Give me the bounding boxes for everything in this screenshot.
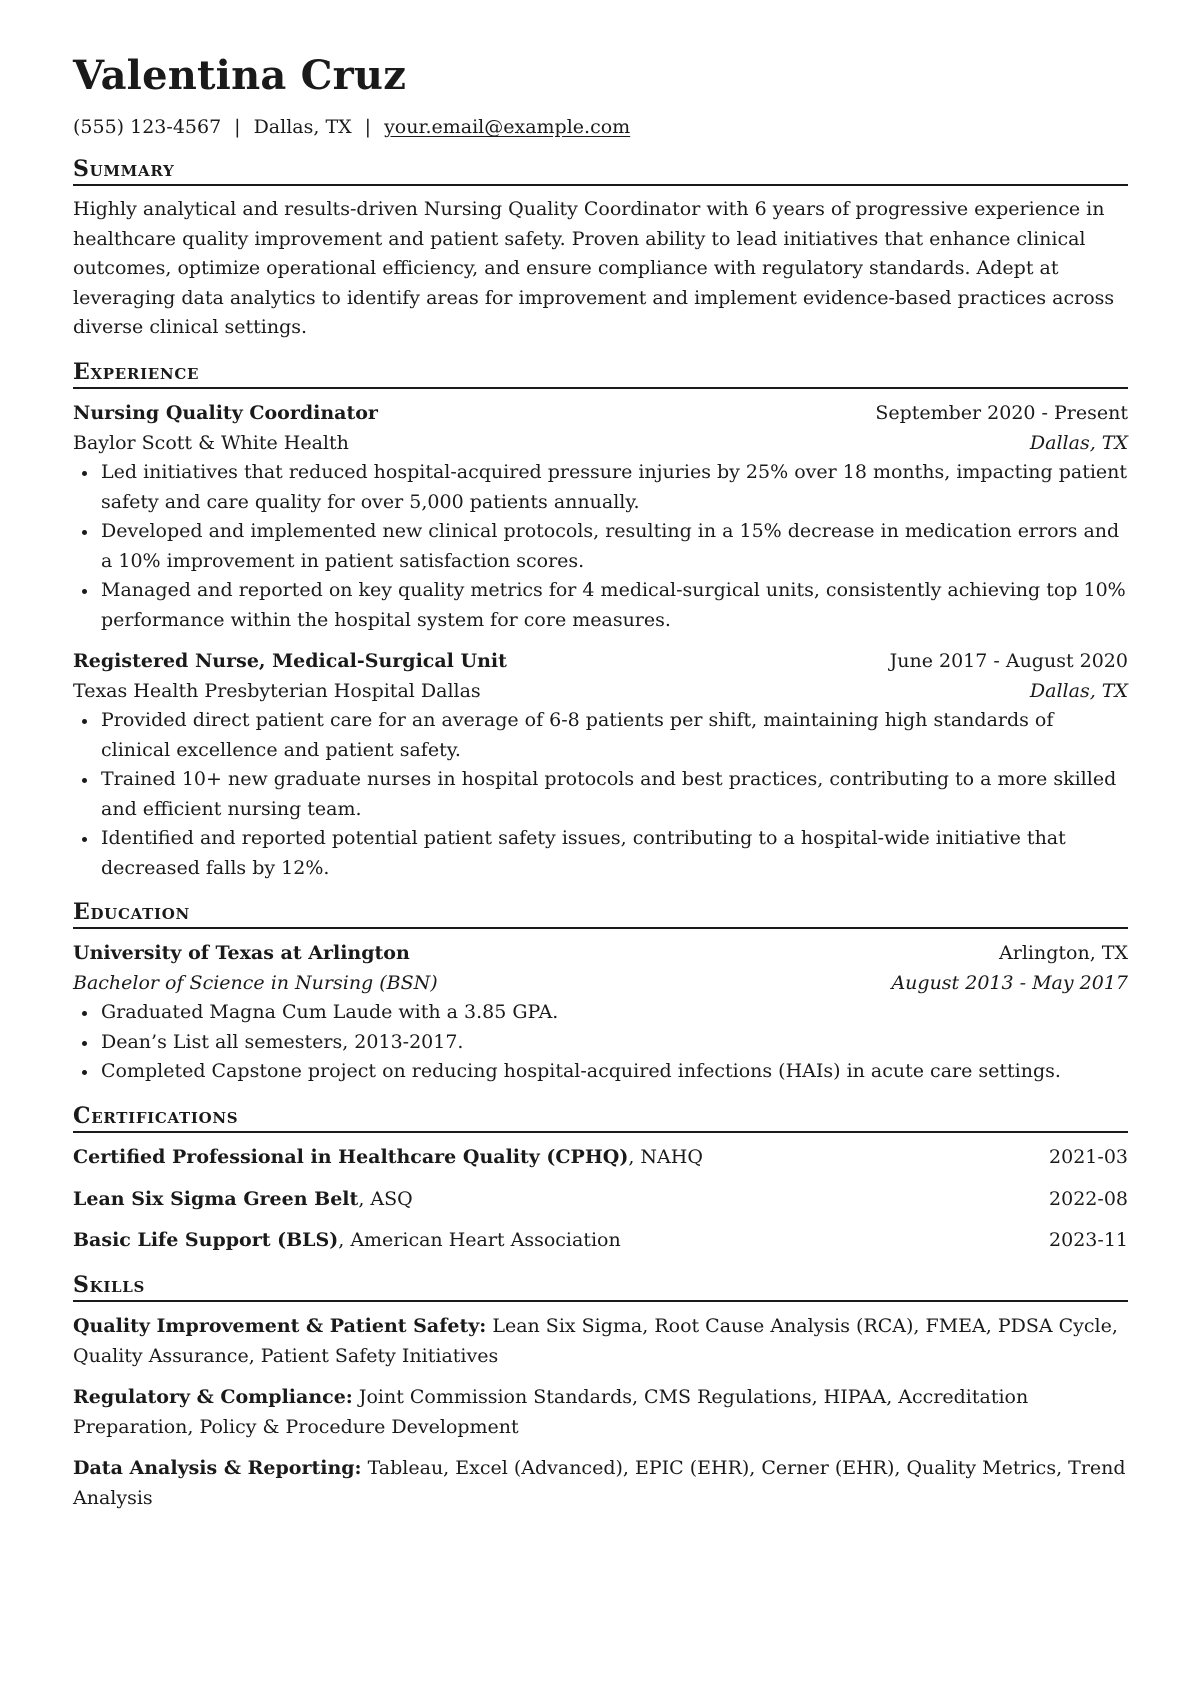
skill-group <box>73 1312 1128 1371</box>
skill-group-label: Regulatory & Compliance: <box>73 1386 353 1409</box>
skill-group <box>73 1454 1128 1513</box>
skill-group-label: Data Analysis & Reporting: <box>73 1457 362 1480</box>
summary-text: Highly analytical and results-driven Nursing Quality Coordinator with 6 years of progressive experience in healthcare quality improvement and patient safety. Proven ability to lead initiatives that enhance clinical outcomes, optimize operational efficiency, and ensure compliance with regulatory standards. Adept at leveraging data analytics to identify areas for improvement and implement evidence-based practices across diverse clinical settings. <box>73 198 1115 339</box>
education-dates: August 2013 - May 2017 <box>891 971 1128 994</box>
certification-issuer: , ASQ <box>358 1187 413 1210</box>
certification-name: Certified Professional in Healthcare Quality (CPHQ) <box>73 1146 629 1169</box>
certification-date: 2023-11 <box>1049 1229 1128 1252</box>
bullet-item: Trained 10+ new graduate nurses in hospital protocols and best practices, contributing to a more skilled and efficient nursing team. <box>73 765 1128 824</box>
job-title: Nursing Quality Coordinator <box>73 402 378 425</box>
job-bullets <box>73 458 1128 635</box>
education-entry <box>73 939 1128 1087</box>
section-title-summary: Summary <box>73 156 1128 186</box>
bullet-item: Managed and reported on key quality metrics for 4 medical-surgical units, consistently achieving top 10% performance within the hospital system for core measures. <box>73 576 1128 635</box>
location: Dallas, TX <box>253 116 352 138</box>
certification-item <box>73 1185 1128 1215</box>
certification-list <box>73 1143 1128 1256</box>
resume-page <box>73 52 1128 1513</box>
employer: Baylor Scott & White Health <box>73 431 349 454</box>
contact-line <box>73 116 1128 139</box>
degree: Bachelor of Science in Nursing (BSN) <box>73 971 438 994</box>
certification-item <box>73 1226 1128 1256</box>
email-link[interactable]: your.email@example.com <box>384 116 631 138</box>
contact-separator: | <box>234 116 241 138</box>
bullet-item: Identified and reported potential patient safety issues, contributing to a hospital-wide initiative that decreased falls by 12%. <box>73 824 1128 883</box>
skill-group-items: Tableau, Excel (Advanced), EPIC (EHR), Cerner (EHR), Quality Metrics, Trend Analysis <box>73 1457 1126 1509</box>
bullet-item: Provided direct patient care for an average of 6-8 patients per shift, maintaining high standards of clinical excellence and patient safety. <box>73 706 1128 765</box>
certification-name: Basic Life Support (BLS) <box>73 1229 339 1252</box>
job-location: Dallas, TX <box>1029 431 1128 454</box>
education-bullets <box>73 998 1128 1087</box>
phone-number: (555) 123-4567 <box>73 116 222 138</box>
skill-group-items: Lean Six Sigma, Root Cause Analysis (RCA), FMEA, PDSA Cycle, Quality Assurance, Patient Safety Initiatives <box>73 1315 1118 1367</box>
certification-issuer: , American Heart Association <box>338 1229 621 1252</box>
bullet-item: Completed Capstone project on reducing hospital-acquired infections (HAIs) in acute care settings. <box>73 1057 1128 1087</box>
certification-name: Lean Six Sigma Green Belt <box>73 1187 359 1210</box>
bullet-item: Graduated Magna Cum Laude with a 3.85 GPA. <box>73 998 1128 1028</box>
employer: Texas Health Presbyterian Hospital Dallas <box>73 679 481 702</box>
contact-separator: | <box>364 116 372 138</box>
section-title-skills: Skills <box>73 1272 1128 1302</box>
section-title-certifications: Certifications <box>73 1103 1128 1133</box>
certification-item <box>73 1143 1128 1173</box>
school-location: Arlington, TX <box>999 942 1128 965</box>
job-location: Dallas, TX <box>1029 679 1128 702</box>
skill-group-items: Joint Commission Standards, CMS Regulations, HIPAA, Accreditation Preparation, Policy & Procedure Development <box>73 1386 1029 1438</box>
job-dates: September 2020 - Present <box>875 402 1128 425</box>
job-title: Registered Nurse, Medical-Surgical Unit <box>73 650 507 673</box>
skill-group <box>73 1383 1128 1442</box>
experience-entry <box>73 399 1128 635</box>
school-name: University of Texas at Arlington <box>73 942 410 965</box>
job-bullets <box>73 706 1128 883</box>
section-title-education: Education <box>73 899 1128 929</box>
job-dates: June 2017 - August 2020 <box>889 650 1128 673</box>
skill-group-label: Quality Improvement & Patient Safety: <box>73 1315 487 1338</box>
bullet-item: Dean’s List all semesters, 2013-2017. <box>73 1028 1128 1058</box>
bullet-item: Developed and implemented new clinical protocols, resulting in a 15% decrease in medication errors and a 10% improvement in patient satisfaction scores. <box>73 517 1128 576</box>
certification-issuer: , NAHQ <box>628 1146 703 1169</box>
certification-date: 2021-03 <box>1049 1146 1128 1169</box>
certification-date: 2022-08 <box>1049 1187 1128 1210</box>
candidate-name: Valentina Cruz <box>73 52 407 99</box>
skill-list <box>73 1312 1128 1513</box>
experience-entry <box>73 647 1128 883</box>
section-title-experience: Experience <box>73 359 1128 389</box>
bullet-item: Led initiatives that reduced hospital-acquired pressure injuries by 25% over 18 months, impacting patient safety and care quality for over 5,000 patients annually. <box>73 458 1128 517</box>
